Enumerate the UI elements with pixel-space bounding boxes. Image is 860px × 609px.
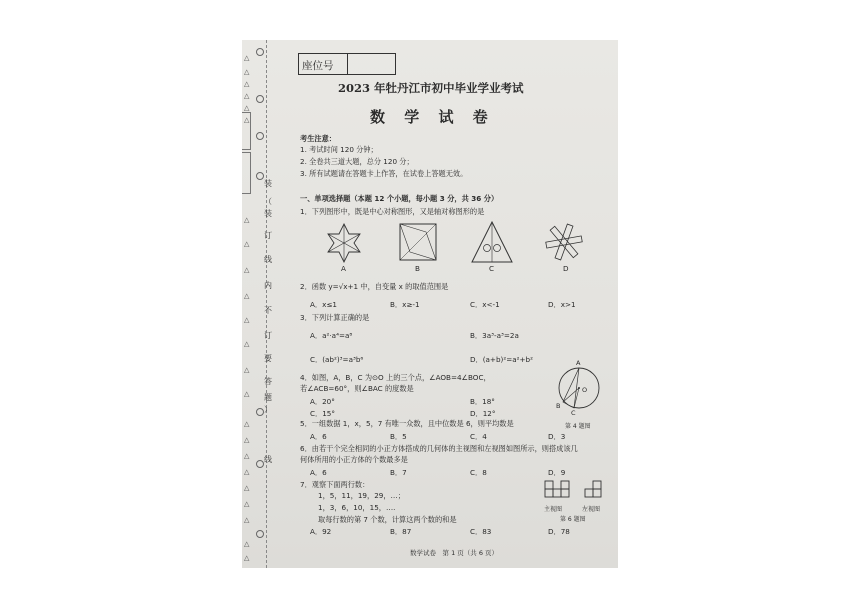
triangle-mark-icon: △	[244, 420, 250, 428]
triangle-mark-icon: △	[244, 92, 250, 100]
seat-number-cell	[347, 54, 395, 74]
binding-char: （	[264, 197, 272, 206]
option: B．18°	[470, 397, 495, 406]
binding-char: 线	[264, 255, 272, 264]
binding-hole-icon	[256, 172, 264, 180]
point-label: O	[582, 386, 588, 394]
triangle-mark-icon: △	[244, 366, 250, 374]
notice-heading: 考生注意：	[300, 134, 336, 143]
figure-label: B	[415, 264, 420, 273]
binding-char: 装	[264, 179, 272, 188]
triangle-mark-icon: △	[244, 540, 250, 548]
triangle-mark-icon: △	[244, 240, 250, 248]
pinwheel-figure-d	[544, 222, 586, 262]
binding-char: 订	[264, 231, 272, 240]
option: A．x≤1	[310, 300, 337, 309]
option: B．7	[390, 468, 407, 477]
triangle-mark-icon: △	[244, 452, 250, 460]
binding-margin	[242, 40, 290, 568]
question-1: 1．下列图形中，既是中心对称图形，又是轴对称图形的是	[300, 207, 485, 216]
front-view-label: 主视图	[544, 506, 563, 513]
binding-hole-icon	[256, 48, 264, 56]
seat-number-label: 座位号	[302, 60, 334, 72]
option: B．3a³-a³=2a	[470, 331, 519, 340]
option: A．a²·a⁴=a⁸	[310, 331, 353, 340]
figure-label: D	[563, 264, 569, 273]
page-footer: 数学试卷 第 1 页（共 6 页）	[410, 549, 499, 557]
option: D．x>1	[548, 300, 576, 309]
binding-char: 不	[264, 306, 272, 315]
triangle-mark-icon: △	[244, 484, 250, 492]
binding-hole-icon	[256, 132, 264, 140]
option: C．15°	[310, 409, 335, 418]
notice-item: 1. 考试时间 120 分钟；	[300, 145, 378, 154]
sequence-row: 1，5，11，19，29，…；	[318, 491, 405, 500]
triangle-mark-icon: △	[244, 316, 250, 324]
triangle-mark-icon: △	[244, 80, 250, 88]
option: A．6	[310, 432, 327, 441]
question-4-line1: 4．如图，A，B，C 为⊙O 上的三个点，∠AOB=4∠BOC，	[300, 373, 491, 382]
option: B．87	[390, 527, 412, 536]
question-5: 5．一组数据 1，x，5，7 有唯一众数，且中位数是 6，则平均数是	[300, 419, 514, 428]
figure-caption: 第 4 题图	[565, 423, 591, 430]
binding-char: 题	[264, 393, 272, 402]
question-3: 3．下列计算正确的是	[300, 313, 370, 322]
binding-char: 订	[264, 331, 272, 340]
option: C．x<-1	[470, 300, 500, 309]
point-label: C	[571, 409, 576, 417]
triangle-mark-icon: △	[244, 500, 250, 508]
paper-title: 数 学 试 卷	[370, 108, 495, 126]
binding-char: ）	[264, 405, 272, 414]
question-2: 2．函数 y=√x+1 中，自变量 x 的取值范围是	[300, 282, 449, 291]
triangle-mark-icon: △	[244, 390, 250, 398]
option: C．8	[470, 468, 487, 477]
front-view-diagram	[544, 480, 572, 502]
option: D．78	[548, 527, 570, 536]
triangle-mark-icon: △	[244, 436, 250, 444]
figure-caption: 第 6 题图	[560, 516, 586, 523]
exam-paper	[242, 40, 618, 568]
triangle-mark-icon: △	[244, 266, 250, 274]
left-view-diagram	[582, 480, 604, 502]
binding-hole-icon	[256, 530, 264, 538]
option: D．(a+b)²=a²+b²	[470, 355, 533, 364]
point-label: A	[576, 359, 581, 367]
point-label: B	[556, 402, 561, 410]
figure-label: C	[489, 264, 495, 273]
triangle-mark-icon: △	[244, 54, 250, 62]
question-7-ask: 取每行数的第 7 个数，计算这两个数的和是	[318, 515, 457, 524]
left-view-label: 左视图	[582, 506, 601, 513]
binding-char: 线	[264, 455, 272, 464]
option: A．92	[310, 527, 332, 536]
exam-title: 2023 年牡丹江市初中毕业学业考试	[338, 81, 524, 95]
binding-char: 内	[264, 281, 272, 290]
notice-item: 3. 所有试题请在答题卡上作答，在试卷上答题无效。	[300, 169, 468, 178]
binding-char: 答	[264, 377, 272, 386]
triangle-mark-icon: △	[244, 116, 250, 124]
perforation-line	[266, 40, 267, 568]
question-4-line2: 若∠ACB=60°，则∠BAC 的度数是	[300, 384, 414, 393]
option: A．20°	[310, 397, 335, 406]
triangle-mark-icon: △	[244, 68, 250, 76]
option: C．4	[470, 432, 487, 441]
option: B．5	[390, 432, 407, 441]
triangle-mark-icon: △	[244, 516, 250, 524]
option: D．3	[548, 432, 566, 441]
option: B．x≥-1	[390, 300, 420, 309]
option: A．6	[310, 468, 327, 477]
section-title: 一、单项选择题（本题 12 个小题，每小题 3 分，共 36 分）	[300, 194, 499, 203]
binding-hole-icon	[256, 460, 264, 468]
option: C．(ab²)³=a³b⁶	[310, 355, 364, 364]
triangle-mark-icon: △	[244, 340, 250, 348]
binding-char: 要	[264, 354, 272, 363]
question-6-line2: 何体所用的小正方体的个数最多是	[300, 455, 408, 464]
binding-hole-icon	[256, 408, 264, 416]
option: D．12°	[470, 409, 496, 418]
question-6-line1: 6．由若干个完全相同的小正方体搭成的几何体的主视图和左视图如图所示，则搭成该几	[300, 444, 578, 453]
binding-char: 装	[264, 209, 272, 218]
triangle-mark-icon: △	[244, 104, 250, 112]
triangle-mark-icon: △	[244, 292, 250, 300]
question-7: 7．观察下面两行数：	[300, 480, 370, 489]
binding-hole-icon	[256, 95, 264, 103]
star-figure-a	[322, 222, 366, 264]
sequence-row: 1，3，6，10，15，….	[318, 503, 396, 512]
triangle-mark-icon: △	[244, 468, 250, 476]
square-figure-b	[398, 222, 438, 262]
figure-label: A	[341, 264, 346, 273]
option: C．83	[470, 527, 492, 536]
option: D．9	[548, 468, 566, 477]
triangle-mark-icon: △	[244, 216, 250, 224]
triangle-figure-c	[470, 220, 514, 264]
seat-number-box	[298, 53, 396, 75]
margin-box	[242, 152, 251, 194]
notice-item: 2. 全卷共三道大题，总分 120 分；	[300, 157, 414, 166]
triangle-mark-icon: △	[244, 554, 250, 562]
